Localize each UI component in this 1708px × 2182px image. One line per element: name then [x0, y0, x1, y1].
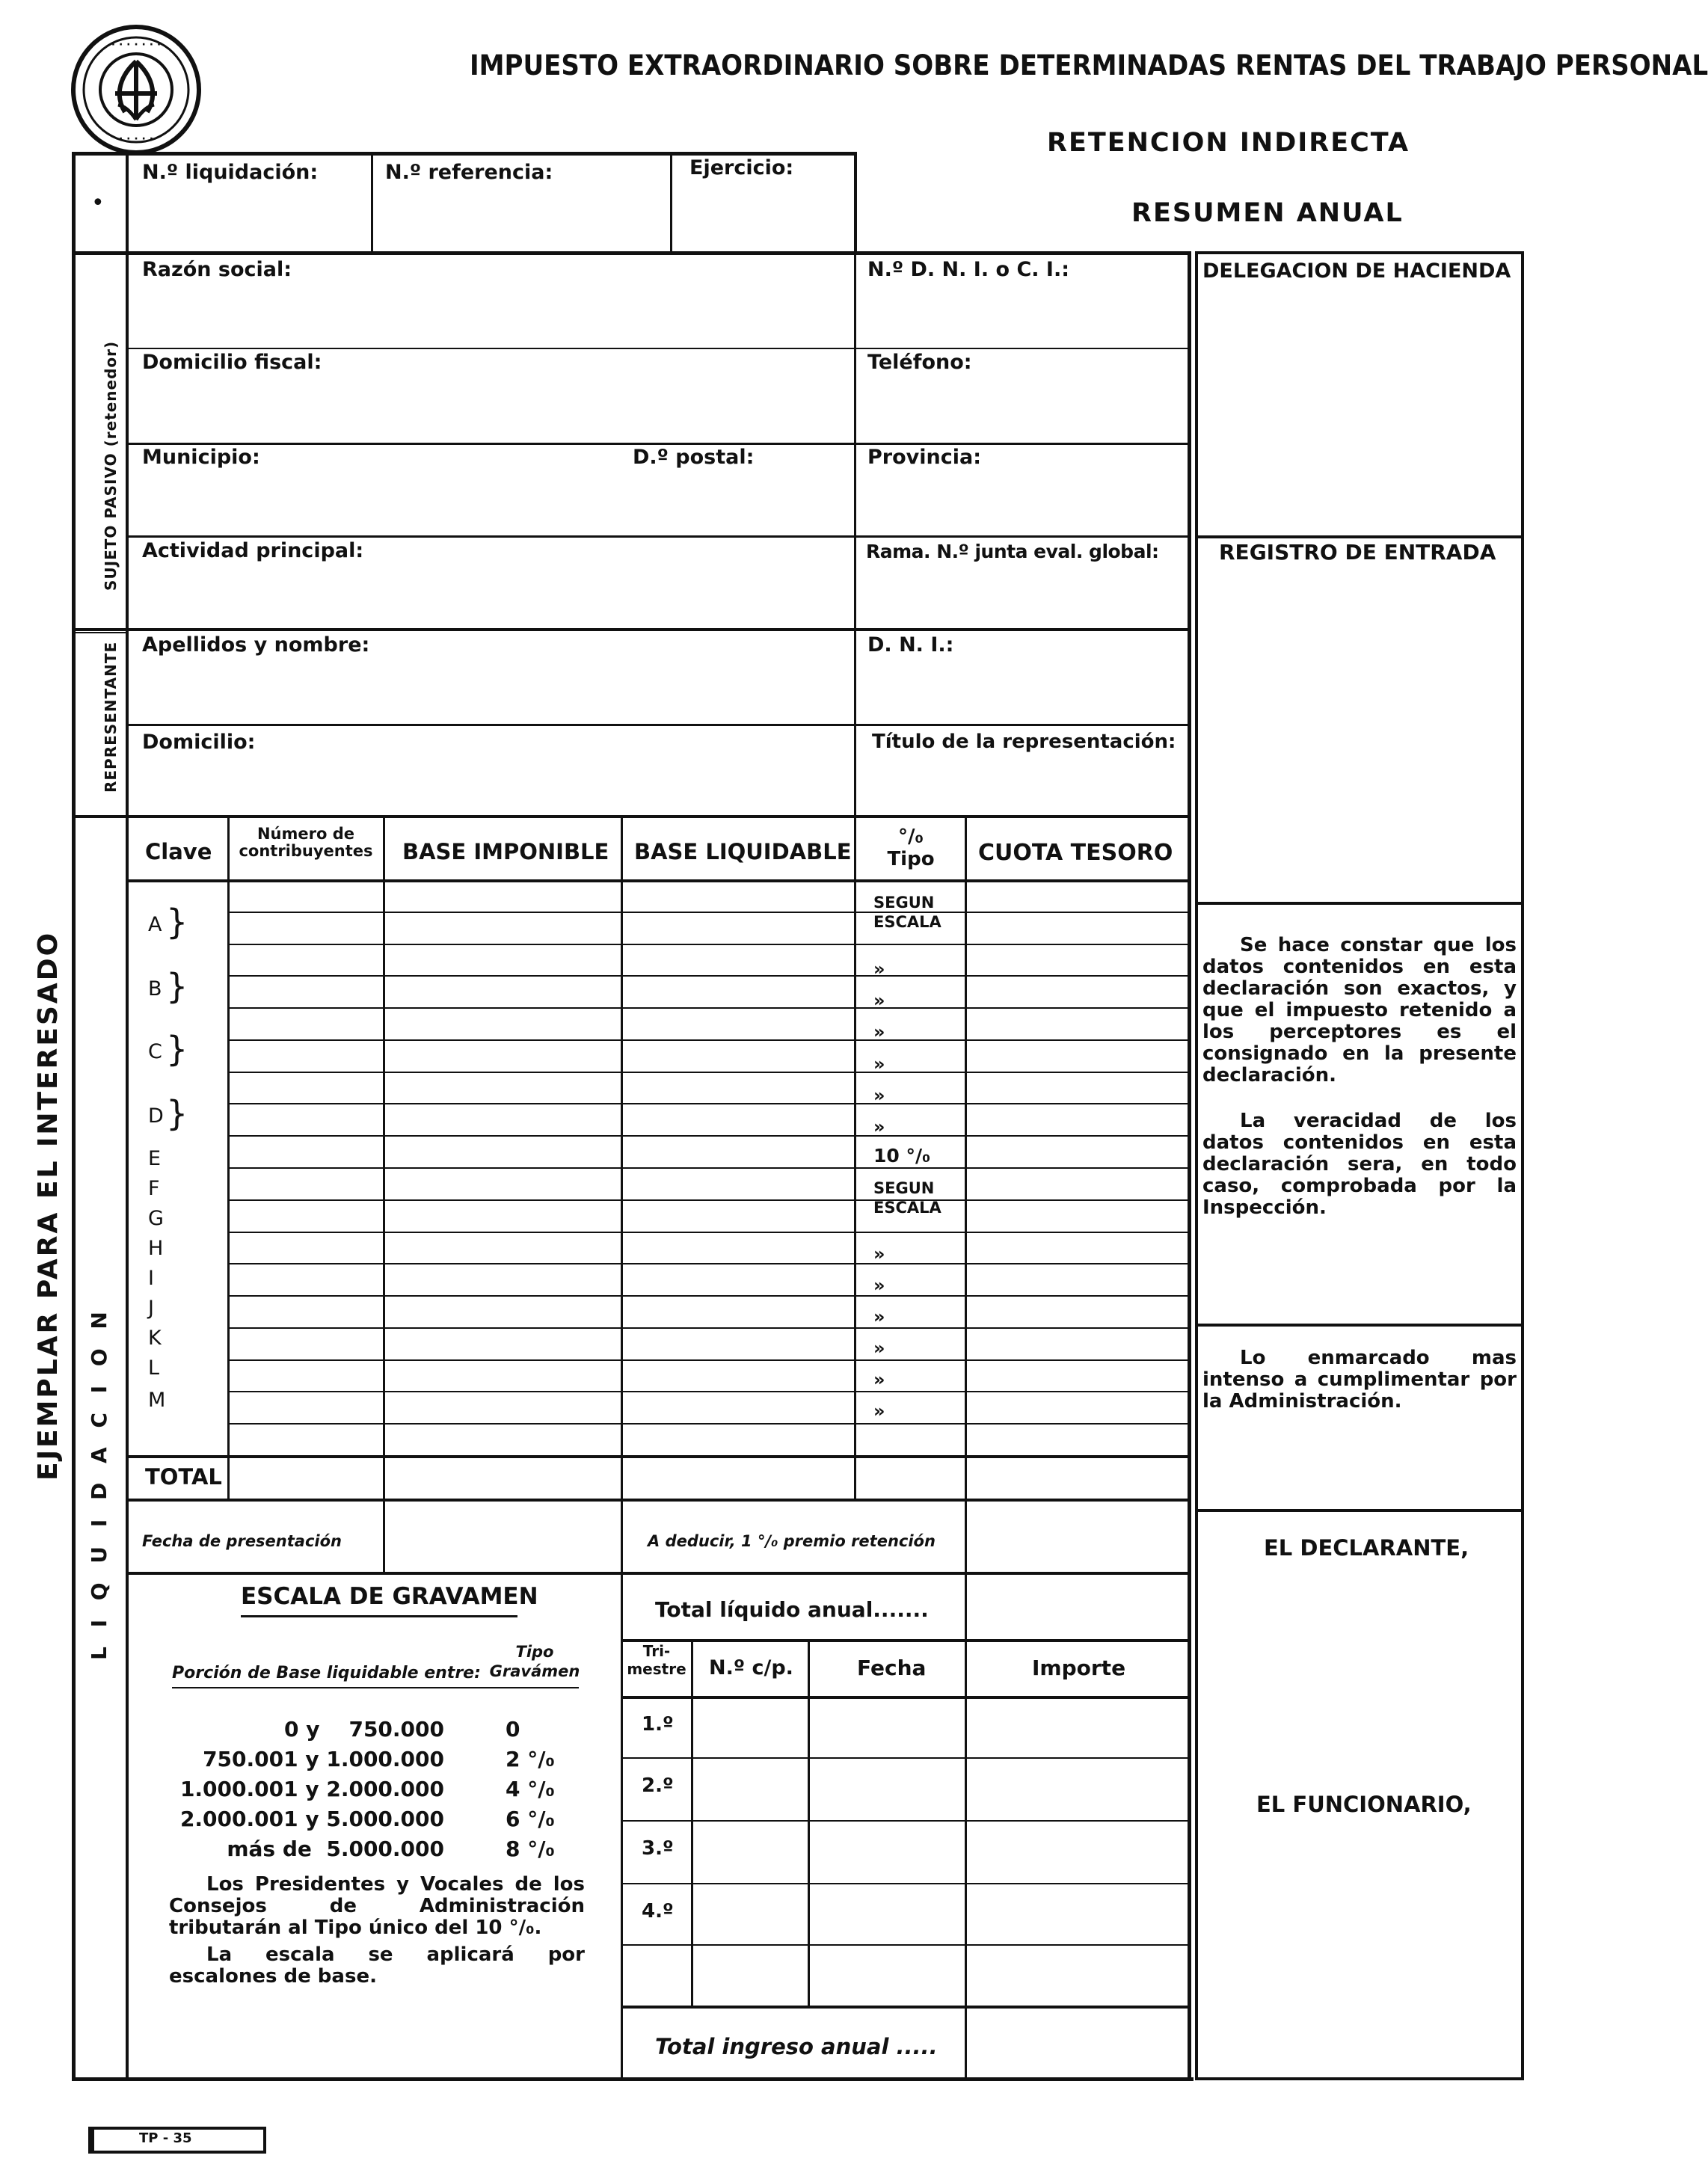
- constancia-text: Se hace constar que los datos contenidos en esta declaración son exactos, y que el impuesto retenido a los perceptores es el consignado en la presente declaración.: [1202, 934, 1517, 1087]
- base-liquidable-header: BASE LIQUIDABLE: [634, 839, 852, 864]
- dni-label: N.º D. N. I. o C. I.:: [867, 258, 1070, 281]
- total-ingreso-field[interactable]: [968, 2009, 1185, 2076]
- clave-b: B: [148, 977, 162, 1001]
- trimestre-row-line: [621, 1944, 1188, 1946]
- tipo-mark: »: [873, 1275, 885, 1296]
- clave-h: H: [148, 1237, 164, 1260]
- rep-domicilio-label: Domicilio:: [142, 731, 256, 754]
- telefono-label: Teléfono:: [867, 351, 972, 374]
- rep-domicilio-field[interactable]: [129, 757, 851, 815]
- tipo-mark: »: [873, 1021, 885, 1042]
- trimestre-label: 4.º: [642, 1900, 674, 1923]
- clave-l: L: [148, 1356, 160, 1380]
- table-row-line: [227, 975, 1188, 977]
- escala-title: ESCALA DE GRAVAMEN: [241, 1583, 538, 1610]
- table-row-line: [227, 1007, 1188, 1009]
- municipio-label: Municipio:: [142, 446, 260, 469]
- form-title: IMPUESTO EXTRAORDINARIO SOBRE DETERMINADAS RENTAS DEL TRABAJO PERSONAL: [470, 49, 1708, 82]
- table-row-line: [227, 1199, 1188, 1201]
- rama-label: Rama. N.º junta eval. global:: [866, 541, 1159, 562]
- cuota-tesoro-header: CUOTA TESORO: [978, 840, 1173, 866]
- d-postal-label: D.º postal:: [633, 446, 755, 469]
- svg-text:· · · · · · ·: · · · · · · ·: [111, 39, 162, 51]
- escala-range: 0 y 750.000: [283, 1717, 444, 1742]
- tipo-mark: »: [873, 1085, 885, 1106]
- total-base-imponible-field[interactable]: [386, 1458, 618, 1497]
- clave-brace: }: [166, 966, 188, 1007]
- trimestre-label: 3.º: [642, 1837, 674, 1860]
- table-row-line: [227, 1135, 1188, 1137]
- referencia-label: N.º referencia:: [385, 161, 553, 184]
- total-liquido-field[interactable]: [968, 1575, 1185, 1639]
- trimestre-label: 2.º: [642, 1774, 674, 1797]
- titulo-representacion-field[interactable]: [857, 757, 1185, 815]
- num-contribuyentes-header: Número de contribuyentes: [239, 825, 373, 860]
- escala-range: 1.000.001 y 2.000.000: [179, 1777, 444, 1801]
- escala-col-porcion: Porción de Base liquidable entre:: [172, 1664, 481, 1682]
- funcionario-signature-field[interactable]: [1199, 1825, 1520, 2071]
- bullet-mark: •: [91, 190, 105, 216]
- rep-dni-field[interactable]: [857, 660, 1185, 722]
- apellidos-field[interactable]: [129, 660, 851, 722]
- trimestre-row-line: [621, 1883, 1188, 1884]
- escala-range: 750.001 y 1.000.000: [203, 1747, 444, 1771]
- trimestre-row-line: [621, 1757, 1188, 1759]
- escala-rate: 6 °/₀: [506, 1807, 555, 1831]
- fecha-presentacion-label: Fecha de presentación: [142, 1532, 342, 1550]
- escala-rate: 0: [506, 1717, 520, 1742]
- tipo-mark: SEGUN: [873, 894, 935, 912]
- clave-i: I: [148, 1267, 154, 1290]
- clave-a: A: [148, 913, 162, 936]
- table-row-line: [227, 1263, 1188, 1264]
- actividad-label: Actividad principal:: [142, 539, 364, 562]
- rep-dni-label: D. N. I.:: [867, 633, 954, 657]
- trimestre-importe-field[interactable]: [968, 1823, 1185, 1880]
- total-liquido-label: Total líquido anual.......: [655, 1597, 929, 1622]
- trimestre-row-line: [621, 1820, 1188, 1822]
- table-row-line: [227, 1039, 1188, 1041]
- tipo-mark: »: [873, 1306, 885, 1327]
- table-row-line: [227, 1295, 1188, 1297]
- escala-range: 2.000.001 y 5.000.000: [179, 1807, 444, 1831]
- funcionario-label: EL FUNCIONARIO,: [1256, 1792, 1472, 1817]
- form-subtitle-retencion: RETENCION INDIRECTA: [1047, 128, 1410, 158]
- d-postal-field[interactable]: [628, 473, 851, 534]
- a-deducir-label: A deducir, 1 °/₀ premio retención: [648, 1532, 936, 1550]
- table-row-line: [227, 1327, 1188, 1329]
- representante-section-label: REPRESENTANTE: [102, 641, 120, 793]
- liquidacion-section-label: L I Q U I D A C I O N: [87, 1306, 111, 1660]
- razon-social-label: Razón social:: [142, 258, 292, 281]
- liquidacion-label: N.º liquidación:: [142, 161, 319, 184]
- escala-rate: 8 °/₀: [506, 1837, 555, 1861]
- escala-note-escalones: La escala se aplicará por escalones de base.: [169, 1943, 585, 1988]
- tipo-mark: »: [873, 1338, 885, 1359]
- titulo-representacion-label: Título de la representación:: [872, 731, 1176, 753]
- tipo-mark: ESCALA: [873, 1199, 941, 1217]
- tipo-mark: »: [873, 1401, 885, 1422]
- escala-rate: 4 °/₀: [506, 1777, 555, 1801]
- delegacion-label: DELEGACION DE HACIENDA: [1202, 259, 1511, 283]
- veracidad-text: La veracidad de los datos contenidos en esta declaración sera, en todo caso, comprobada por la Inspección.: [1202, 1110, 1517, 1219]
- trimestre-header: Tri- mestre: [627, 1642, 686, 1678]
- table-row-line: [227, 1391, 1188, 1392]
- total-ingreso-label: Total ingreso anual .....: [655, 2034, 938, 2059]
- liquidacion-field[interactable]: [129, 187, 368, 250]
- clave-f: F: [148, 1177, 160, 1200]
- seal-logo: [69, 22, 203, 157]
- registro-entrada-label: REGISTRO DE ENTRADA: [1219, 540, 1496, 565]
- side-label: EJEMPLAR PARA EL INTERESADO: [33, 930, 64, 1481]
- tipo-mark: »: [873, 1369, 885, 1390]
- tipo-mark: SEGUN: [873, 1179, 935, 1197]
- clave-k: K: [148, 1327, 162, 1350]
- base-imponible-header: BASE IMPONIBLE: [402, 839, 609, 864]
- referencia-field[interactable]: [374, 187, 667, 250]
- tipo-mark: »: [873, 1244, 885, 1264]
- num-cp-header: N.º c/p.: [709, 1656, 793, 1679]
- telefono-field[interactable]: [857, 378, 1185, 440]
- escala-rate: 2 °/₀: [506, 1747, 555, 1771]
- table-row-line: [227, 912, 1188, 913]
- table-row-line: [227, 1423, 1188, 1425]
- rama-field[interactable]: [857, 565, 1185, 627]
- clave-brace: }: [166, 902, 188, 942]
- escala-range: más de 5.000.000: [227, 1837, 444, 1861]
- table-row-line: [227, 1103, 1188, 1104]
- table-row-line: [227, 944, 1188, 945]
- provincia-label: Provincia:: [867, 446, 982, 469]
- clave-j: J: [148, 1297, 154, 1320]
- table-row-line: [227, 1072, 1188, 1073]
- provincia-field[interactable]: [857, 473, 1185, 534]
- domicilio-fiscal-field[interactable]: [129, 378, 851, 440]
- clave-m: M: [148, 1389, 166, 1412]
- trimestre-importe-field[interactable]: [968, 1760, 1185, 1817]
- escala-col-tipo: Tipo Gravámen: [489, 1643, 580, 1680]
- clave-e: E: [148, 1147, 162, 1170]
- tipo-mark: ESCALA: [873, 913, 941, 931]
- clave-g: G: [148, 1207, 164, 1230]
- clave-c: C: [148, 1040, 162, 1063]
- sujeto-pasivo-section-label: SUJETO PASIVO (retenedor): [102, 340, 120, 591]
- declarante-label: EL DECLARANTE,: [1264, 1535, 1469, 1561]
- clave-brace: }: [166, 1093, 188, 1134]
- actividad-field[interactable]: [129, 565, 851, 627]
- clave-brace: }: [166, 1029, 188, 1069]
- tipo-mark: »: [873, 1116, 885, 1137]
- clave-header: Clave: [145, 839, 212, 864]
- tipo-mark: »: [873, 1054, 885, 1075]
- domicilio-fiscal-label: Domicilio fiscal:: [142, 351, 322, 374]
- table-row-line: [227, 1359, 1188, 1361]
- form-code: TP - 35: [139, 2130, 192, 2146]
- ejercicio-label: Ejercicio:: [689, 156, 794, 179]
- enmarcado-text: Lo enmarcado mas intenso a cumplimentar por la Administración.: [1202, 1347, 1517, 1413]
- declarante-signature-field[interactable]: [1199, 1570, 1520, 1780]
- municipio-field[interactable]: [129, 473, 622, 534]
- trimestre-importe-field[interactable]: [968, 1886, 1185, 1941]
- a-deducir-field[interactable]: [968, 1502, 1185, 1570]
- tipo-mark: 10 °/₀: [873, 1145, 931, 1167]
- total-cuota-field[interactable]: [968, 1458, 1185, 1497]
- importe-header: Importe: [1032, 1656, 1126, 1680]
- escala-note-presidentes: Los Presidentes y Vocales de los Consejos de Administración tributarán al Tipo único del 10 °/₀.: [169, 1873, 585, 1939]
- fecha-presentacion-field[interactable]: [386, 1502, 618, 1570]
- total-label: TOTAL: [145, 1464, 222, 1490]
- tipo-header: °/₀ Tipo: [887, 826, 935, 870]
- ejercicio-field[interactable]: [673, 187, 851, 250]
- table-row-line: [227, 1167, 1188, 1169]
- trimestre-label: 1.º: [642, 1713, 674, 1736]
- registro-entrada-field[interactable]: [1199, 572, 1520, 901]
- form-subtitle-resumen: RESUMEN ANUAL: [1131, 198, 1404, 228]
- apellidos-label: Apellidos y nombre:: [142, 633, 370, 657]
- clave-d: D: [148, 1104, 164, 1128]
- dni-field[interactable]: [857, 284, 1185, 347]
- tipo-mark: »: [873, 959, 885, 980]
- svg-text:· · · · ·: · · · · ·: [118, 133, 154, 145]
- trimestre-importe-field[interactable]: [968, 1699, 1185, 1754]
- delegacion-field[interactable]: [1199, 288, 1520, 535]
- fecha-header: Fecha: [857, 1656, 927, 1680]
- tipo-mark: »: [873, 990, 885, 1011]
- table-row-line: [227, 1232, 1188, 1233]
- razon-social-field[interactable]: [129, 284, 851, 347]
